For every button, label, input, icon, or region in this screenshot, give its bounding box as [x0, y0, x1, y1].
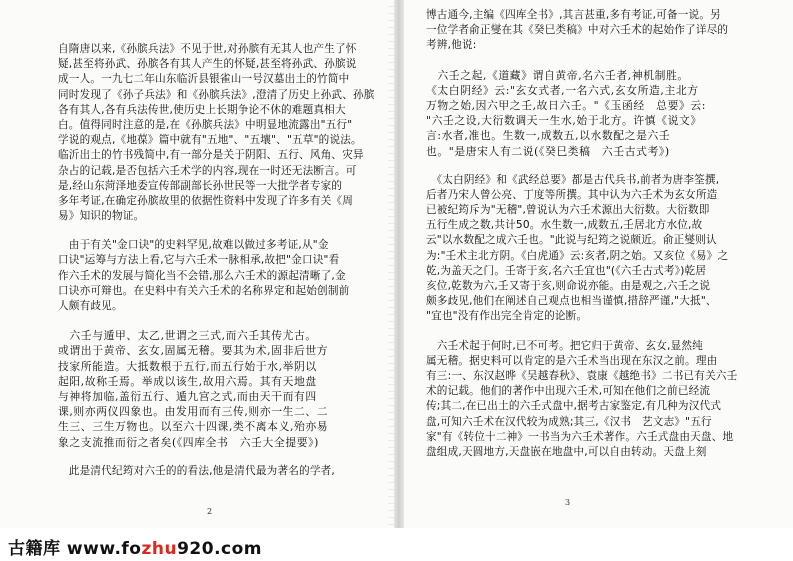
- text-line: 《太白阴经》和《武经总要》都是古代兵书,前者为唐李筌撰,: [426, 173, 720, 186]
- text-line: 盘,可知六壬术在汉代较为成熟;其三,《汉书 艺文志》"五行: [426, 415, 712, 428]
- text-line: 已被纪筠斥为"无稽",曾说认为六壬术源出大衍数。大衍数即: [426, 204, 710, 217]
- text-line: 术的记载。他们的著作中出现六壬术,可知在他们之前已经流: [426, 385, 711, 398]
- text-line: 疑,甚至将孙武、孙膑各有其人产生的怀疑,甚至将孙武、孙膑说: [58, 58, 357, 71]
- text-line: 临沂出土的竹书残简中,有一部分是关于阴阳、五行、风角、灾异: [58, 149, 364, 162]
- text-line: 易》知识的物证。: [58, 210, 145, 223]
- quote-line: 象之支流推而衍之者矣(《四库全书 六壬大全提要》): [58, 435, 319, 449]
- quote-line: 也。"是唐宋人有二说(《癸巳类稿 六壬古式考》): [426, 144, 670, 158]
- quote-line: 生三、三生万物也。以至六十四课,类不离本义,殆亦易: [58, 420, 329, 434]
- text-line: 口诀亦可辩也。在史料中有关六壬术的名称界定和起始创制前: [58, 284, 350, 297]
- text-line: 六壬术起于何时,已不可考。把它归于黄帝、玄女,显然纯: [426, 339, 703, 352]
- watermark-footer: [0, 528, 793, 561]
- right-page: [404, 0, 793, 528]
- right-page-text: [426, 8, 752, 460]
- quote-line: 课,则亦两仪四象也。由发用而有三传,则亦一生二、二: [58, 405, 329, 419]
- text-line: 考辨,他说:: [426, 39, 477, 52]
- text-line: "宜也"没有作出完全肯定的论断。: [426, 310, 588, 323]
- text-line: 各有其人,各有兵法传世,使历史上长期争论不休的难题真相大: [58, 103, 346, 116]
- text-line: 同时发现了《孙子兵法》和《孙膑兵法》,澄清了历史上孙武、孙膑: [58, 88, 375, 101]
- quote-line: 六壬之起,《道藏》谓自黄帝,名六壬者,神机制胜。: [426, 68, 689, 82]
- quote-line: 言:水者,准也。生数一,成数五,以水数配之是六壬: [426, 129, 671, 143]
- quote-line: 技家所能造。大抵数根于五行,而五行始于水,举阴以: [58, 359, 317, 373]
- quote-line: 起阳,故称壬焉。举成以该生,故用六焉。其有天地盘: [58, 374, 317, 388]
- site-name: 古籍库: [8, 539, 61, 559]
- text-line: 盘组成,天圆地方,天盘嵌在地盘中,可以自由转动。天盘上刻: [426, 445, 707, 458]
- text-line: 多年考证,在确定孙膑故里的依据性资料中发现了许多有关《周: [58, 194, 353, 207]
- text-line: 是,经山东菏泽地委宣传部副部长孙世民等一大批学者专家的: [58, 179, 343, 192]
- text-line: 传;其二,在已出土的六壬式盘中,据考古家鉴定,有几种为汉代式: [426, 400, 722, 413]
- quote-line: "六壬之设,大衍数调天一生水,始于北方。许慎《说文》: [426, 114, 702, 128]
- book-gutter: [394, 0, 404, 528]
- text-line: 杂占的记载,是否包括六壬术学的内容,现在一时还无法断言。可: [58, 164, 357, 177]
- text-line: [58, 450, 376, 464]
- text-line: 由于有关"金口诀"的史料罕见,故难以做过多考证,从"金: [58, 239, 329, 252]
- text-line: 人颇有歧见。: [58, 300, 123, 312]
- text-line: 一位学者俞正燮在其《癸巳类稿》中对六壬术的起始作了详尽的: [426, 24, 729, 37]
- text-line: 五行生成之数,共计50。水生数一,成数五,壬居北方水位,故: [426, 219, 703, 232]
- text-line: [426, 54, 752, 68]
- text-line: 自隋唐以来,《孙膑兵法》不见于世,对孙膑有无其人也产生了怀: [58, 43, 357, 55]
- text-line: 云"以水数配之成六壬也。"此说与纪筠之说颇近。俞正燮则认: [426, 234, 717, 247]
- text-line: 乾,为盖天之门。壬寄于亥,名六壬宜也"(《六壬古式考》)乾居: [426, 264, 707, 277]
- text-line: 为:"壬术主北方阴。《白虎通》云:亥者,阴之始。又亥位《易》之: [426, 249, 729, 262]
- quote-line: 或谓出于黄帝、玄女,固属无稽。要其为术,固非后世方: [58, 344, 329, 358]
- text-line: [58, 224, 376, 238]
- site-url-part2: zhu: [141, 539, 178, 559]
- text-line: 作六壬术的发展与简化当不会错,那么六壬术的源起清晰了,金: [58, 269, 346, 282]
- text-line: 口诀"运筹与方法上看,它与六壬术一脉相承,故把"金口诀"看: [58, 254, 340, 267]
- left-page-text: [58, 42, 376, 479]
- text-line: 学说的观点,《地葆》篇中就有"五地"、"五壤"、"五草"的说法。: [58, 134, 362, 147]
- text-line: [426, 159, 752, 173]
- text-line: 颇多歧见,他们在阐述自己观点也相当谨慎,措辞严谨,"大抵"、: [426, 295, 717, 308]
- site-url-part3: 920.com: [177, 539, 263, 559]
- text-line: 家"有《转位十二神》一书当为六壬术著作。六壬式盘由天盘、地: [426, 430, 734, 443]
- text-line: 有三:一、东汉赵晔《吴越春秋》、袁康《越绝书》二书已有关六壬: [426, 369, 738, 382]
- right-page-number: 3: [565, 498, 571, 507]
- quote-line: 与神将加临,盖衍五行、遁九宫之式,而由天干而有四: [58, 389, 317, 403]
- text-line: [426, 325, 752, 339]
- left-page: [0, 0, 394, 528]
- text-line: 亥位,乾数为六,壬又寄于亥,则命说亦能。由是观之,六壬之说: [426, 280, 711, 292]
- quote-line: 六壬与遁甲、太乙,世谓之三式,而六壬其传尤古。: [58, 329, 317, 343]
- quote-line: 万物之始,因六甲之壬,故日六壬。"《玉函经 总要》云:: [426, 98, 706, 112]
- site-url-part1: www.fo: [60, 539, 142, 559]
- text-line: 后者乃宋人曾公亮、丁度等所撰。其中认为六壬术为玄女所造: [426, 188, 718, 201]
- left-page-number: 2: [207, 507, 213, 516]
- text-line: 白。值得同时注意的是,在《孙膑兵法》中明显地流露出"五行": [58, 118, 353, 131]
- text-line: 此是清代纪筠对六壬的的看法,他是清代最为著名的学者,: [58, 464, 335, 477]
- site-watermark[interactable]: [8, 534, 262, 559]
- text-line: 博古通今,主编《四库全书》,其言甚重,多有考证,可备一说。另: [426, 9, 721, 21]
- quote-line: 《太白阴经》云:"玄女式者,一名六式,玄女所造,主北方: [426, 83, 699, 97]
- text-line: 属无稽。据史料可以肯定的是六壬术当出现在东汉之前。理由: [426, 354, 718, 367]
- text-line: 成一人。一九七二年山东临沂县银雀山一号汉墓出土的竹简中: [58, 73, 350, 86]
- text-line: [58, 314, 376, 328]
